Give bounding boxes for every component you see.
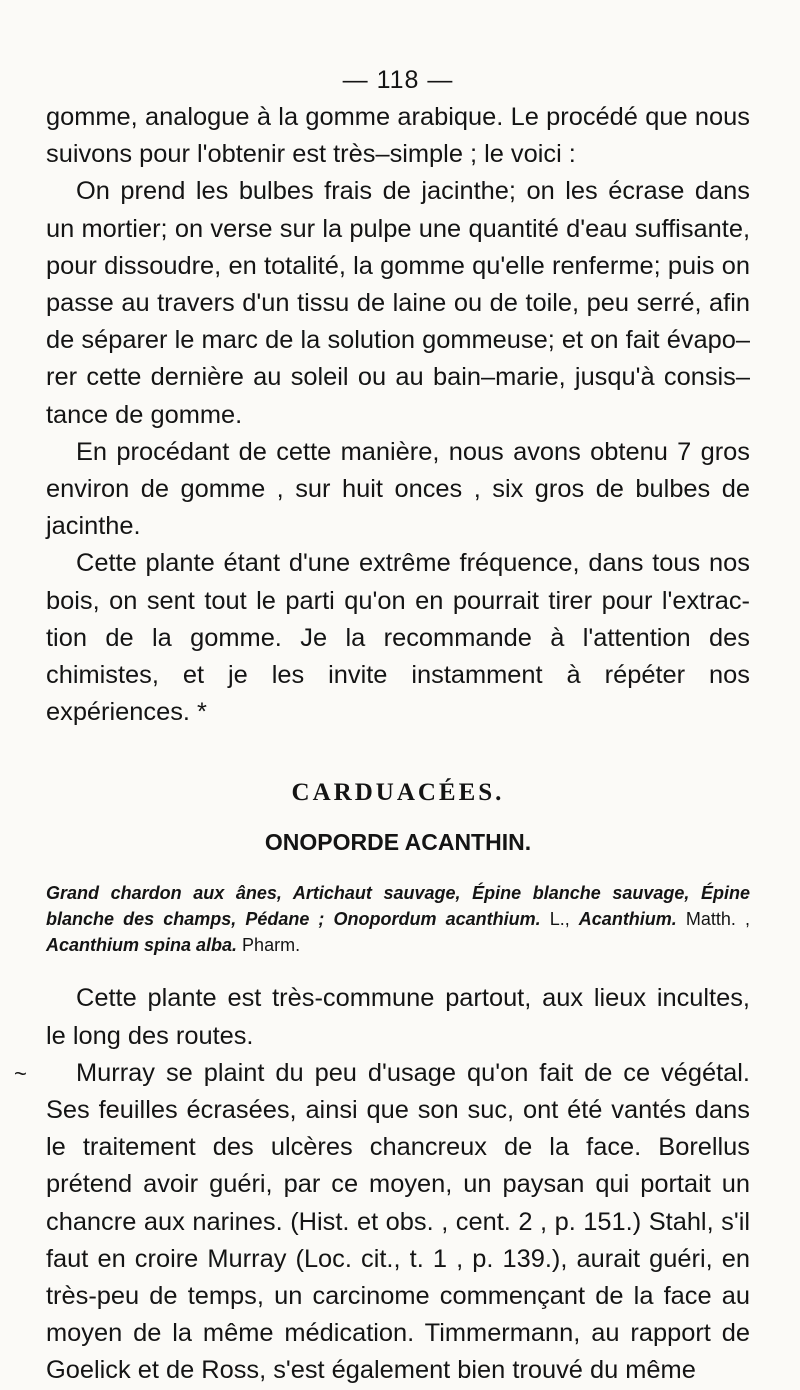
paragraph-3: En procédant de cette manière, nous avons obtenu 7 gros environ de gomme , sur huit onces , six gros de bulbes de jacinthe. [46, 437, 750, 541]
synonyms-text [46, 880, 750, 958]
section-title: CARDUACÉES. [291, 779, 505, 807]
paragraph-4: Cette plante étant d'une extrême fréquence, dans tous nos bois, on sent tout le parti qu'on en pourrait tirer pour l'extrac- tion de la gomme. Je la recommande à l'attention des chimistes, et je les invite instamment à répéter nos expériences. * [46, 549, 750, 727]
synonyms-italic-3: Acanthium spina alba. [46, 935, 238, 956]
page-number: — 118 — [342, 66, 454, 94]
body-text-top [46, 99, 750, 731]
paragraph-1: gomme, analogue à la gomme arabique. Le procédé que nous suivons pour l'obtenir est très–simple ; le voici : [46, 103, 750, 169]
paragraph-6: Murray se plaint du peu d'usage qu'on fait de ce végétal. Ses feuilles écrasées, ainsi que son suc, ont été vantés dans le traitement des ulcères chancreux de la face. Borellus prétend avoir guéri, par ce moyen, un paysan qui portait un chancre aux narines. (Hist. et obs. , cent. 2 , p. 151.) Stahl, s'il faut en croire Murray (Loc. cit., t. 1 , p. 139.), aurait guéri, en très-peu de temps, un carcinome commençant de la face au moyen de la même médication. Timmermann, au rapport de Goelick et de Ross, s'est également bien trouvé du même [46, 1058, 750, 1385]
synonyms-block [46, 880, 750, 958]
synonyms-italic-1: Grand chardon aux ânes, Artichaut sauvage, Épine blanche sauvage, Épine blanche des champs, Pédane ; Onopordum acanthium. [46, 883, 750, 930]
synonyms-tail-1: L., [540, 909, 579, 930]
synonyms-tail-2: Pharm. [237, 935, 301, 956]
paragraph-2: On prend les bulbes frais de jacinthe; on les écrase dans un mortier; on verse sur la pulpe une quantité d'eau suffisante, pour dissoudre, en totalité, la gomme qu'elle renferme; puis on passe au travers d'un tissu de laine ou de toile, peu serré, afin de séparer le marc de la solution gommeuse; et on fait évapo– rer cette dernière au soleil ou au bain–marie, jusqu'à consis– tance de gomme. [46, 177, 750, 429]
paragraph-5: Cette plante est très-commune partout, aux lieux incultes, le long des routes. [46, 984, 750, 1050]
margin-mark: ~ [14, 1061, 27, 1086]
synonyms-start-2: Matth. , [676, 909, 751, 930]
synonyms-italic-2: Acanthium. [578, 909, 677, 930]
plant-name: ONOPORDE ACANTHIN. [264, 829, 532, 856]
body-text-bottom [46, 980, 750, 1389]
